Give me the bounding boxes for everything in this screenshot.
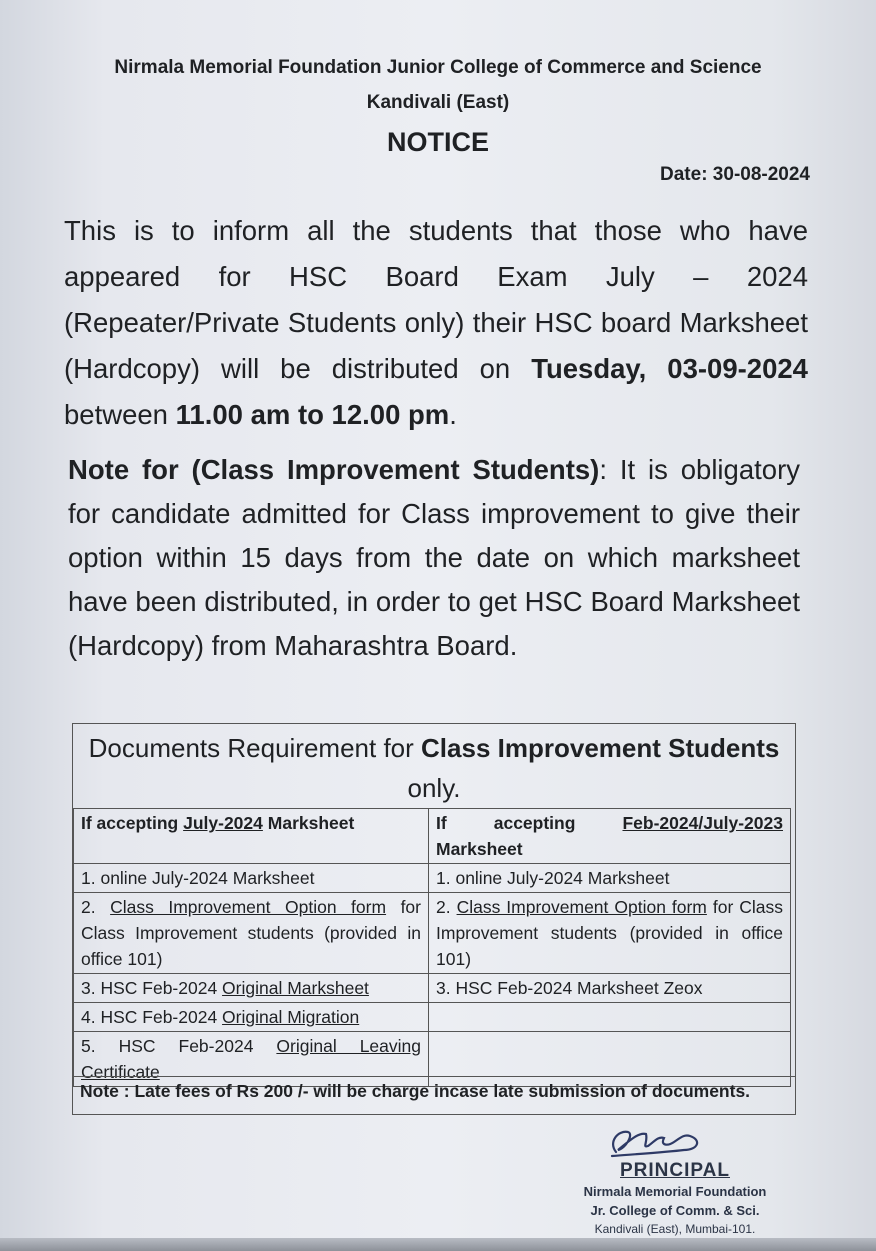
late-fee-note: Note : Late fees of Rs 200 /- will be charge incase late submission of documents. — [73, 1076, 795, 1105]
college-name: Nirmala Memorial Foundation Junior College of Commerce and Science — [114, 57, 762, 78]
left-item-2-a: 2. — [81, 897, 111, 917]
signature-stroke — [612, 1132, 697, 1156]
col2-header — [429, 809, 791, 864]
stamp-line-3: Kandivali (East), Mumbai-101. — [594, 1222, 756, 1236]
improvement-note-text: : It is obligatory for candidate admitted for Class improvement to give their option within 15 days from the date on which marksheet have been distributed, in order to get HSC Board Marksheet (Hardcopy) from Maharashtra Board. — [68, 454, 800, 661]
announcement-text-a: This is to inform all the students that those who have appeared for HSC Board Exam July – 2024 (Repeater/Private Students only) their HSC board Marksheet (Hardcopy) will be distributed on — [64, 215, 808, 384]
table-row — [74, 893, 791, 974]
left-item-4-u: Original Migration — [222, 1007, 360, 1027]
table-row — [74, 809, 791, 864]
left-item-2-b: for Class Improvement students (provided in office 101) — [81, 897, 421, 969]
col2-header-b: Marksheet — [436, 839, 523, 859]
notice-title: NOTICE — [386, 127, 489, 157]
improvement-note-lead: Note for (Class Improvement Students) — [68, 454, 600, 485]
table-row — [74, 864, 791, 893]
left-item-1: 1. online July-2024 Marksheet — [74, 864, 429, 893]
right-item-2 — [429, 893, 791, 974]
documents-table — [73, 808, 791, 1087]
col1-header-a: If accepting — [81, 813, 184, 833]
documents-title-bold: Class Improvement Students — [421, 733, 780, 763]
right-item-1: 1. online July-2024 Marksheet — [429, 864, 791, 893]
distribution-time: 11.00 am to 12.00 pm — [175, 399, 450, 430]
left-item-5-a: 5. HSC Feb-2024 — [81, 1036, 277, 1056]
notice-date: Date: 30-08-2024 — [660, 164, 810, 185]
improvement-note-paragraph — [68, 448, 800, 668]
page-bottom-edge — [0, 1238, 876, 1251]
documents-title-a: Documents Requirement for — [88, 733, 422, 763]
table-row — [74, 974, 791, 1003]
announcement-text-c: . — [449, 399, 457, 430]
col2-header-a: If accepting — [436, 813, 623, 833]
col1-header-b: Marksheet — [262, 813, 355, 833]
col2-header-u: Feb-2024/July-2023 — [622, 813, 783, 833]
left-item-2 — [74, 893, 429, 974]
left-item-3-a: 3. HSC Feb-2024 — [81, 978, 223, 998]
col1-header-u: July-2024 — [183, 813, 263, 833]
stamp-principal: PRINCIPAL — [620, 1160, 730, 1181]
distribution-day: Tuesday, 03-09-2024 — [531, 353, 808, 384]
col1-header — [74, 809, 429, 864]
right-item-4-empty — [429, 1003, 791, 1032]
right-item-3: 3. HSC Feb-2024 Marksheet Zeox — [429, 974, 791, 1003]
left-item-4 — [74, 1003, 429, 1032]
college-location: Kandivali (East) — [366, 92, 510, 113]
right-item-2-u: Class Improvement Option form — [456, 897, 707, 917]
left-item-5-u: Original Leaving Certificate — [81, 1036, 421, 1082]
left-item-3 — [74, 974, 429, 1003]
documents-title — [73, 728, 795, 808]
table-row — [74, 1003, 791, 1032]
principal-signature — [598, 1112, 718, 1162]
left-item-2-u: Class Improvement Option form — [110, 897, 387, 917]
stamp-line-2: Jr. College of Comm. & Sci. — [590, 1203, 760, 1218]
right-item-2-a: 2. — [436, 897, 457, 917]
announcement-paragraph — [64, 208, 808, 438]
left-item-3-u: Original Marksheet — [222, 978, 369, 998]
stamp-line-1: Nirmala Memorial Foundation — [583, 1184, 767, 1199]
documents-title-b: only. — [407, 773, 461, 803]
principal-stamp — [560, 1160, 790, 1239]
documents-box — [72, 723, 796, 1115]
announcement-text-b: between — [64, 399, 176, 430]
right-item-2-b: for Class Improvement students (provided in office 101) — [436, 897, 783, 969]
left-item-4-a: 4. HSC Feb-2024 — [81, 1007, 223, 1027]
